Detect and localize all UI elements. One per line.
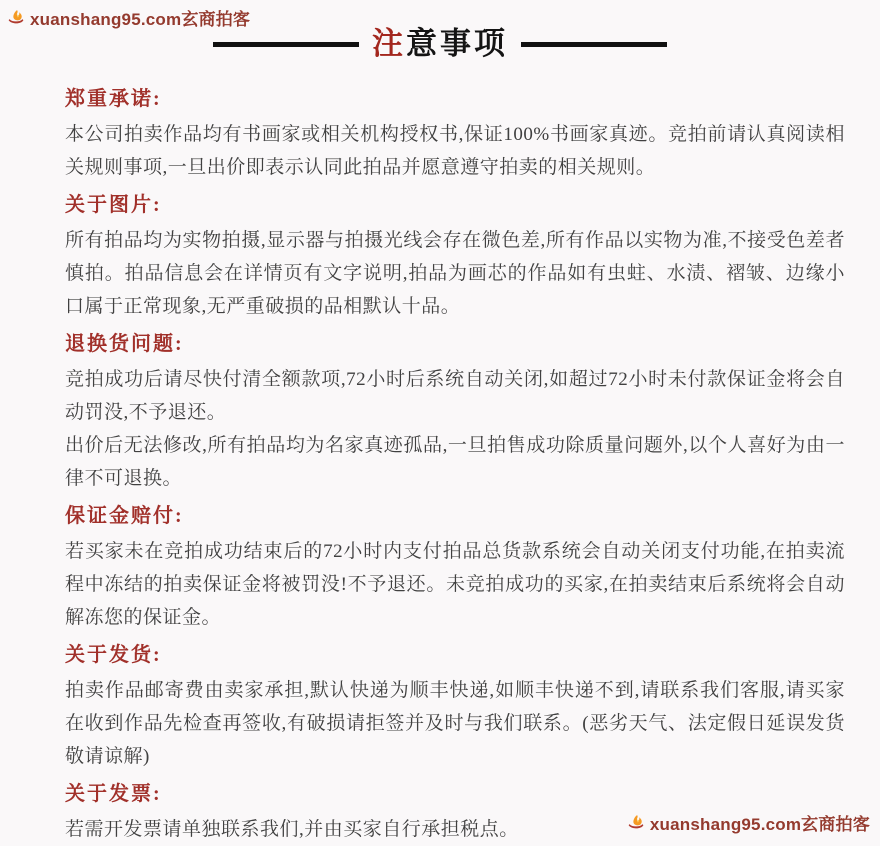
- section-heading: 关于图片:: [65, 194, 162, 216]
- section-paragraph: 本公司拍卖作品均有书画家或相关机构授权书,保证100%书画家真迹。竞拍前请认真阅读相关规则事项,一旦出价即表示认同此拍品并愿意遵守拍卖的相关规则。: [65, 124, 845, 178]
- section-heading: 退换货问题:: [65, 333, 184, 355]
- site-logo-bottom: [627, 810, 870, 835]
- section-heading: 保证金赔付:: [65, 505, 184, 527]
- section-deposit: [65, 502, 845, 634]
- site-logo-text: xuanshang95.com玄商拍客: [30, 10, 251, 29]
- section-returns: [65, 330, 845, 495]
- section-heading: 关于发票:: [65, 783, 162, 805]
- page-title: [372, 26, 508, 62]
- section-paragraph: 所有拍品均为实物拍摄,显示器与拍摄光线会存在微色差,所有作品以实物为准,不接受色差者慎拍。拍品信息会在详情页有文字说明,拍品为画芯的作品如有虫蛀、水渍、褶皱、边缘小口属于正常现象,无严重破损的品相默认十品。: [65, 230, 845, 317]
- section-heading: 关于发货:: [65, 644, 162, 666]
- site-logo-text: xuanshang95.com玄商拍客: [649, 815, 870, 834]
- section-images: [65, 191, 845, 323]
- section-paragraph: 出价后无法修改,所有拍品均为名家真迹孤品,一旦拍售成功除质量问题外,以个人喜好为由一律不可退换。: [65, 435, 845, 489]
- section-shipping: [65, 641, 845, 773]
- section-paragraph: 拍卖作品邮寄费由卖家承担,默认快递为顺丰快递,如顺丰快递不到,请联系我们客服,请买家在收到作品先检查再签收,有破损请拒签并及时与我们联系。(恶劣天气、法定假日延误发货敬请谅解): [65, 680, 845, 767]
- section-promise: [65, 85, 845, 184]
- section-paragraph: 若买家未在竞拍成功结束后的72小时内支付拍品总货款系统会自动关闭支付功能,在拍卖流程中冻结的拍卖保证金将被罚没!不予退还。未竞拍成功的买家,在拍卖结束后系统将会自动解冻您的保证金。: [65, 541, 845, 628]
- flame-bowl-icon: [627, 814, 645, 832]
- title-left-rule: [213, 42, 359, 47]
- section-paragraph: 竞拍成功后请尽快付清全额款项,72小时后系统自动关闭,如超过72小时未付款保证金将会自动罚没,不予退还。: [65, 369, 845, 423]
- title-highlight-char: 注: [372, 26, 406, 61]
- section-heading: 郑重承诺:: [65, 88, 162, 110]
- title-rest-text: 意事项: [406, 26, 508, 61]
- notice-content: [0, 64, 880, 846]
- site-logo-top: [7, 5, 250, 30]
- flame-bowl-icon: [7, 9, 25, 27]
- title-right-rule: [521, 42, 667, 47]
- section-paragraph: 若需开发票请单独联系我们,并由买家自行承担税点。: [65, 819, 519, 840]
